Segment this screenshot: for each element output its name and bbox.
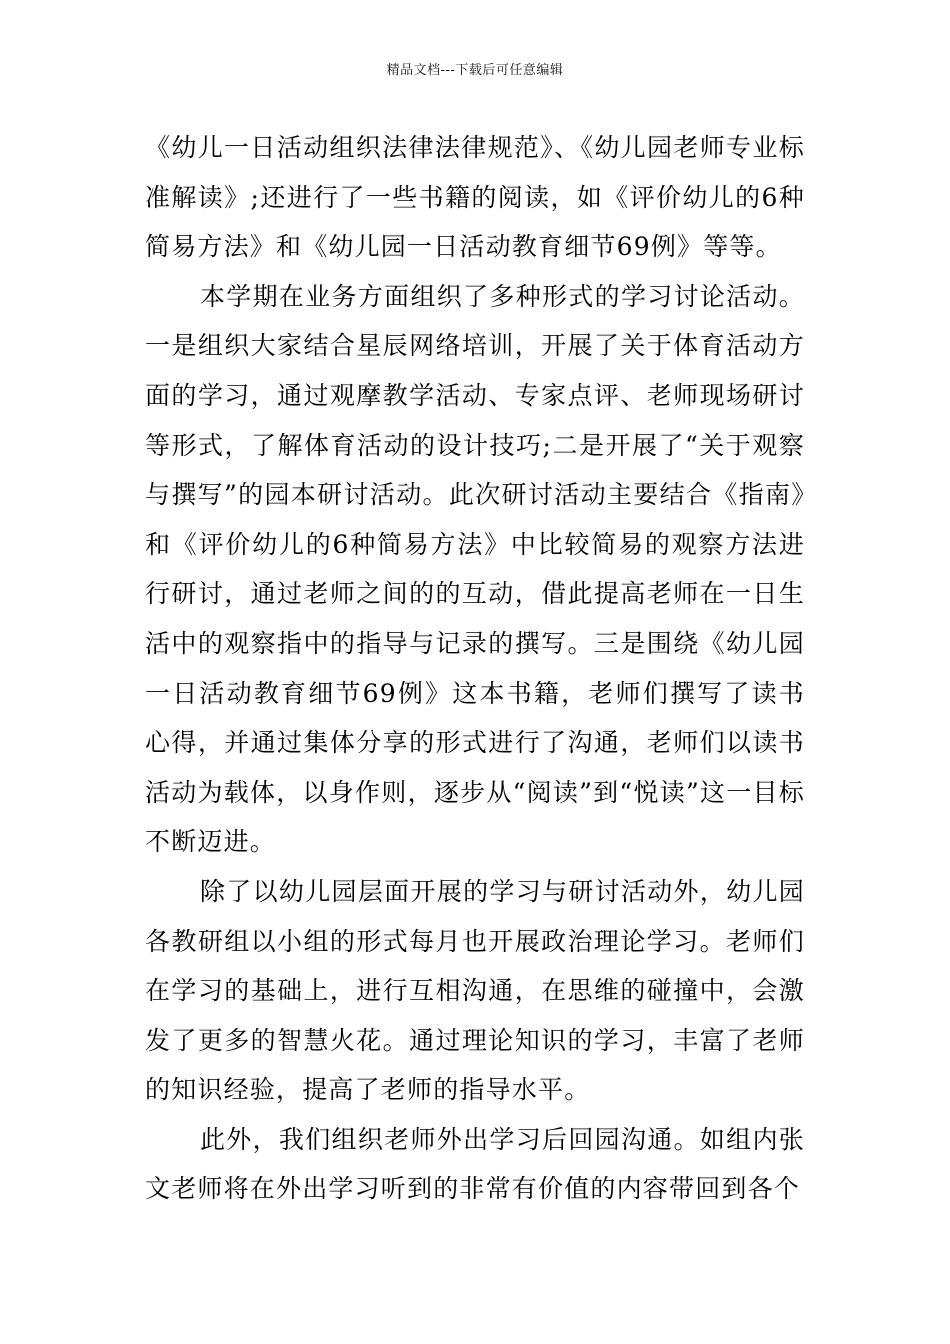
paragraph-training-activities: 本学期在业务方面组织了多种形式的学习讨论活动。一是组织大家结合星辰网络培训，开展了关于体育活动方面的学习，通过观摩教学活动、专家点评、老师现场研讨等形式，了解体育活动的设计技巧;二是开展了“关于观察与撰写”的园本研讨活动。此次研讨活动主要结合《指南》和《评价幼儿的6种简易方法》中比较简易的观察方法进行研讨，通过老师之间的的互动，借此提高老师在一日生活中的观察指中的指导与记录的撰写。三是围绕《幼儿园一日活动教育细节69例》这本书籍，老师们撰写了读书心得，并通过集体分享的形式进行了沟通，老师们以读书活动为载体，以身作则，逐步从“阅读”到“悦读”这一目标不断迈进。 (145, 281, 805, 857)
page-header: 精品文档---下载后可任意编辑 (386, 63, 564, 78)
paragraph-group-study: 除了以幼儿园层面开展的学习与研讨活动外，幼儿园各教研组以小组的形式每月也开展政治理论学习。老师们在学习的基础上，进行互相沟通，在思维的碰撞中，会激发了更多的智慧火花。通过理论知识的学习，丰富了老师的知识经验，提高了老师的指导水平。 (145, 876, 805, 1105)
document-body (145, 123, 805, 1214)
paragraph-external-learning: 此外，我们组织老师外出学习后回园沟通。如组内张文老师将在外出学习听到的非常有价值的内容带回到各个 (145, 1124, 805, 1204)
paragraph-continuation: 《幼儿一日活动组织法律法律规范》、《幼儿园老师专业标准解读》;还进行了一些书籍的阅读，如《评价幼儿的6种简易方法》和《幼儿园一日活动教育细节69例》等等。 (145, 133, 805, 262)
